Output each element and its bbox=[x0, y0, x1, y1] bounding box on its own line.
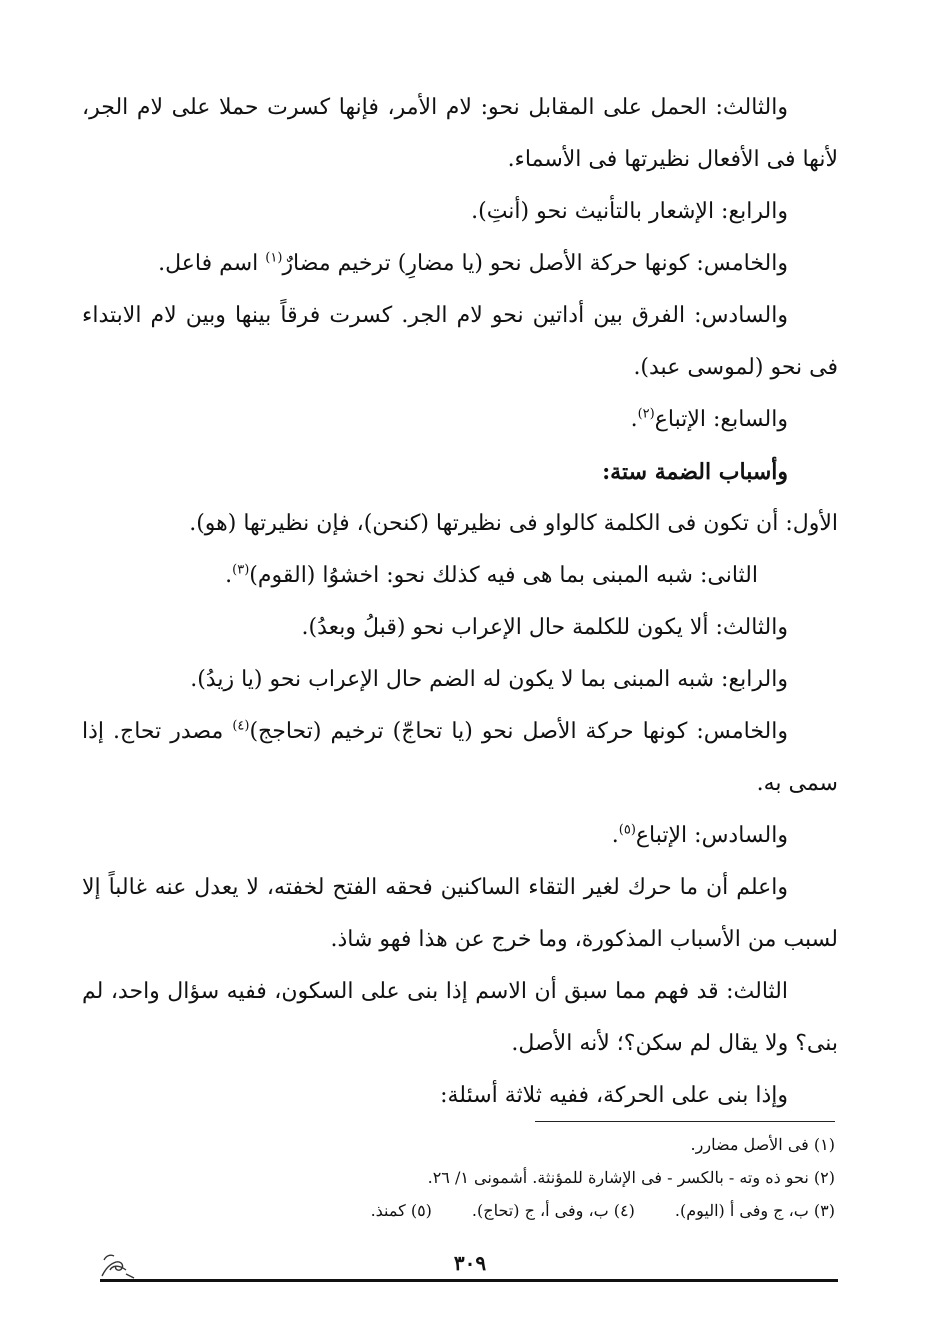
paragraph-text: اسم فاعل. bbox=[158, 251, 266, 276]
paragraph-text: والسادس: الإتباع bbox=[635, 823, 788, 848]
paragraph-text: . bbox=[611, 823, 619, 848]
footnote: (١) فى الأصل مضارر. bbox=[690, 1135, 835, 1154]
paragraph: الثالث: قد فهم مما سبق أن الاسم إذا بنى على السكون، ففيه سؤال واحد، لم بنى؟ ولا يقال لم سكن؟؛ لأنه الأصل. bbox=[82, 979, 838, 1056]
paragraph: والرابع: شبه المبنى بما لا يكون له الضم حال الإعراب نحو (يا زيدُ). bbox=[190, 667, 788, 692]
ornament-icon bbox=[96, 1240, 136, 1280]
paragraph-text: . bbox=[225, 563, 233, 588]
paragraph: والسادس: الفرق بين أداتين نحو لام الجر. كسرت فرقاً بينها وبين لام الابتداء فى نحو (لموسى عبد). bbox=[82, 303, 838, 380]
bottom-divider bbox=[100, 1279, 838, 1282]
footnote: (٣) ب، ج وفى أ (اليوم). bbox=[674, 1201, 835, 1220]
paragraph bbox=[82, 810, 838, 862]
paragraph: والرابع: الإشعار بالتأنيث نحو (أنتِ). bbox=[471, 199, 788, 224]
paragraph: الأول: أن تكون فى الكلمة كالواو فى نظيرتها (كنحن)، فإن نظيرتها (هو). bbox=[189, 511, 838, 536]
main-text bbox=[82, 82, 838, 1122]
paragraph: وإذا بنى على الحركة، ففيه ثلاثة أسئلة: bbox=[440, 1083, 788, 1108]
paragraph: والثالث: الحمل على المقابل نحو: لام الأمر، فإنها كسرت حملا على لام الجر، لأنها فى الأفعال نظيرتها فى الأسماء. bbox=[82, 95, 838, 172]
page-number: ٣٠٩ bbox=[453, 1251, 487, 1275]
footnote-ref: (٤) bbox=[232, 718, 250, 734]
paragraph-text: والخامس: كونها حركة الأصل نحو (يا مضارِ) ترخيم مضارٌ bbox=[282, 251, 788, 276]
paragraph bbox=[82, 394, 838, 446]
paragraph bbox=[82, 706, 838, 810]
footnote-ref: (١) bbox=[265, 250, 283, 266]
footnote-line bbox=[100, 1194, 835, 1227]
footnote: (٥) كمنذ. bbox=[370, 1201, 432, 1220]
footnote: (٢) نحو ذه وته - بالكسر - فى الإشارة للمؤنثة. أشمونى ١/ ٢٦. bbox=[427, 1168, 835, 1187]
paragraph-text: الثانى: شبه المبنى بما هى فيه كذلك نحو: اخشوُا (القوم) bbox=[249, 563, 758, 588]
section-heading: وأسباب الضمة ستة: bbox=[602, 459, 788, 485]
footnote-divider bbox=[535, 1121, 835, 1122]
footnote-ref: (٢) bbox=[637, 406, 655, 422]
footnotes bbox=[100, 1128, 835, 1227]
paragraph-text: مصدر تحاج. إذا سمى به. bbox=[82, 719, 838, 796]
paragraph-text: والسابع: الإتباع bbox=[654, 407, 788, 432]
paragraph bbox=[82, 238, 838, 290]
paragraph: واعلم أن ما حرك لغير التقاء الساكنين فحقه الفتح لخفته، لا يعدل عنه غالباً إلا لسبب من الأسباب المذكورة، وما خرج عن هذا فهو شاذ. bbox=[82, 875, 838, 952]
footnote: (٤) ب، وفى أ، ج (تحاج). bbox=[471, 1201, 635, 1220]
footnote-ref: (٥) bbox=[618, 822, 636, 838]
paragraph-text: والخامس: كونها حركة الأصل نحو (يا تحاجّ) ترخيم (تحاجج) bbox=[249, 719, 788, 744]
paragraph: والثالث: ألا يكون للكلمة حال الإعراب نحو (قبلُ وبعدُ). bbox=[301, 615, 788, 640]
paragraph-text: . bbox=[630, 407, 638, 432]
footnote-ref: (٣) bbox=[232, 562, 250, 578]
paragraph bbox=[82, 550, 838, 602]
